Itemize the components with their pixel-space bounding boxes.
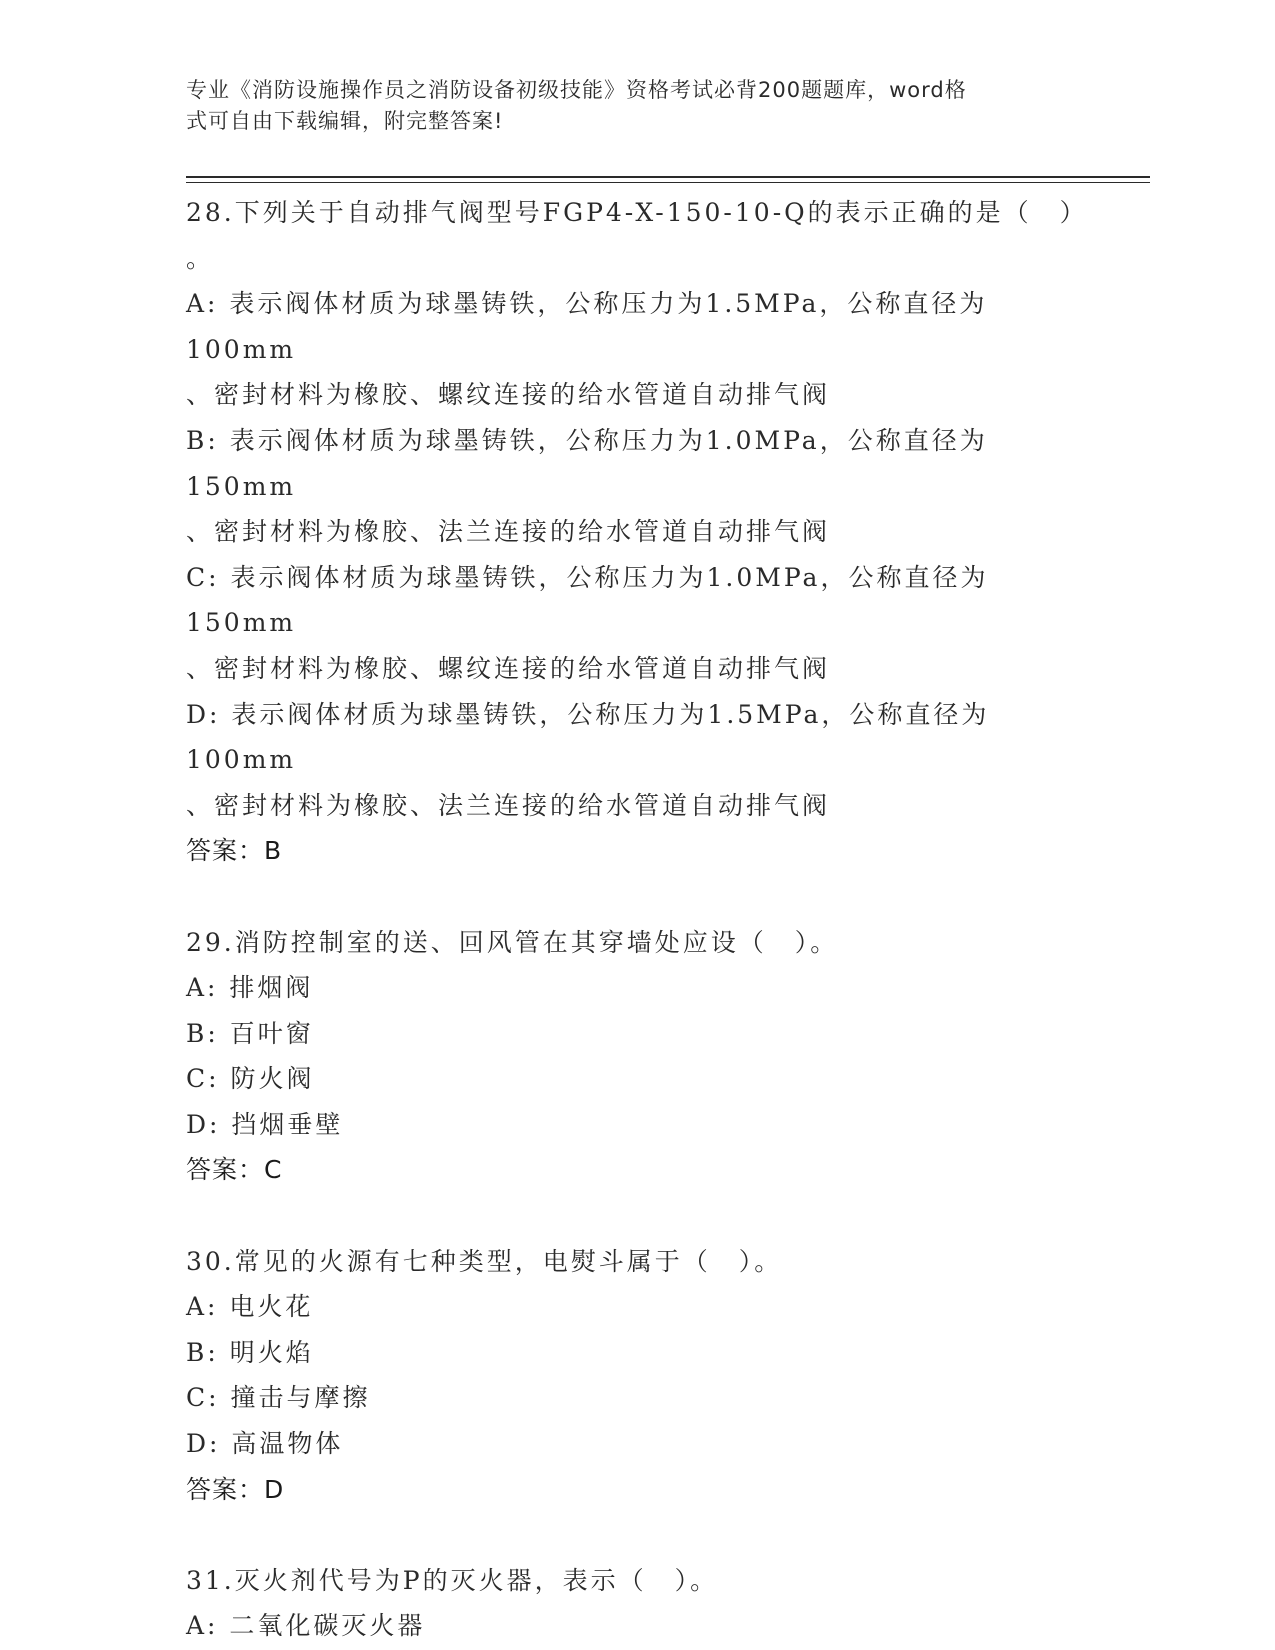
question-spacer — [186, 1193, 1086, 1239]
option-b: B: 表示阀体材质为球墨铸铁，公称压力为1.0MPa，公称直径为150mm — [186, 425, 988, 501]
option-b: B: 明火焰 — [186, 1337, 314, 1367]
question-stem-continuation: 。 — [186, 243, 215, 273]
option-a-continuation: 、密封材料为橡胶、螺纹连接的给水管道自动排气阀 — [186, 380, 831, 410]
question-spacer — [186, 874, 1086, 920]
header-line-2: 式可自由下载编辑，附完整答案! — [186, 109, 504, 133]
option-a: A: 二氧化碳灭火器 — [186, 1611, 426, 1641]
question-stem: 29.消防控制室的送、回风管在其穿墙处应设（ ）。 — [186, 927, 839, 957]
header-line-1: 专业《消防设施操作员之消防设备初级技能》资格考试必背200题题库，word格 — [186, 78, 967, 102]
question-stem: 31.灭火剂代号为P的灭火器，表示（ ）。 — [186, 1565, 719, 1595]
option-c: C: 表示阀体材质为球墨铸铁，公称压力为1.0MPa，公称直径为150mm — [186, 562, 989, 638]
answer-line: 答案：D — [186, 1474, 285, 1504]
option-d: D: 挡烟垂壁 — [186, 1109, 344, 1139]
option-a: A: 表示阀体材质为球墨铸铁，公称压力为1.5MPa，公称直径为100mm — [186, 289, 988, 364]
option-d-continuation: 、密封材料为橡胶、法兰连接的给水管道自动排气阀 — [186, 790, 831, 820]
question-spacer — [186, 1512, 1086, 1558]
option-c: C: 撞击与摩擦 — [186, 1383, 371, 1413]
option-b: B: 百叶窗 — [186, 1018, 314, 1048]
answer-line: 答案：C — [186, 1155, 283, 1185]
answer-line: 答案：B — [186, 836, 283, 866]
header-rule-thick — [186, 176, 1150, 178]
question-30 — [186, 1239, 1086, 1513]
question-stem: 28.下列关于自动排气阀型号FGP4-X-150-10-Q的表示正确的是（ ） — [186, 198, 1088, 227]
option-b-continuation: 、密封材料为橡胶、法兰连接的给水管道自动排气阀 — [186, 517, 831, 547]
option-a: A: 排烟阀 — [186, 973, 314, 1003]
option-c: C: 防火阀 — [186, 1064, 315, 1094]
option-a: A: 电火花 — [186, 1292, 314, 1322]
question-list — [186, 190, 1086, 1649]
option-c-continuation: 、密封材料为橡胶、螺纹连接的给水管道自动排气阀 — [186, 653, 831, 683]
question-stem: 30.常见的火源有七种类型，电熨斗属于（ ）。 — [186, 1246, 783, 1276]
question-31 — [186, 1558, 1086, 1649]
question-28 — [186, 190, 1086, 874]
question-29 — [186, 920, 1086, 1194]
option-d: D: 表示阀体材质为球墨铸铁，公称压力为1.5MPa，公称直径为100mm — [186, 699, 990, 775]
header-rule-thin — [186, 182, 1150, 183]
option-d: D: 高温物体 — [186, 1429, 344, 1459]
document-header — [186, 75, 1066, 137]
